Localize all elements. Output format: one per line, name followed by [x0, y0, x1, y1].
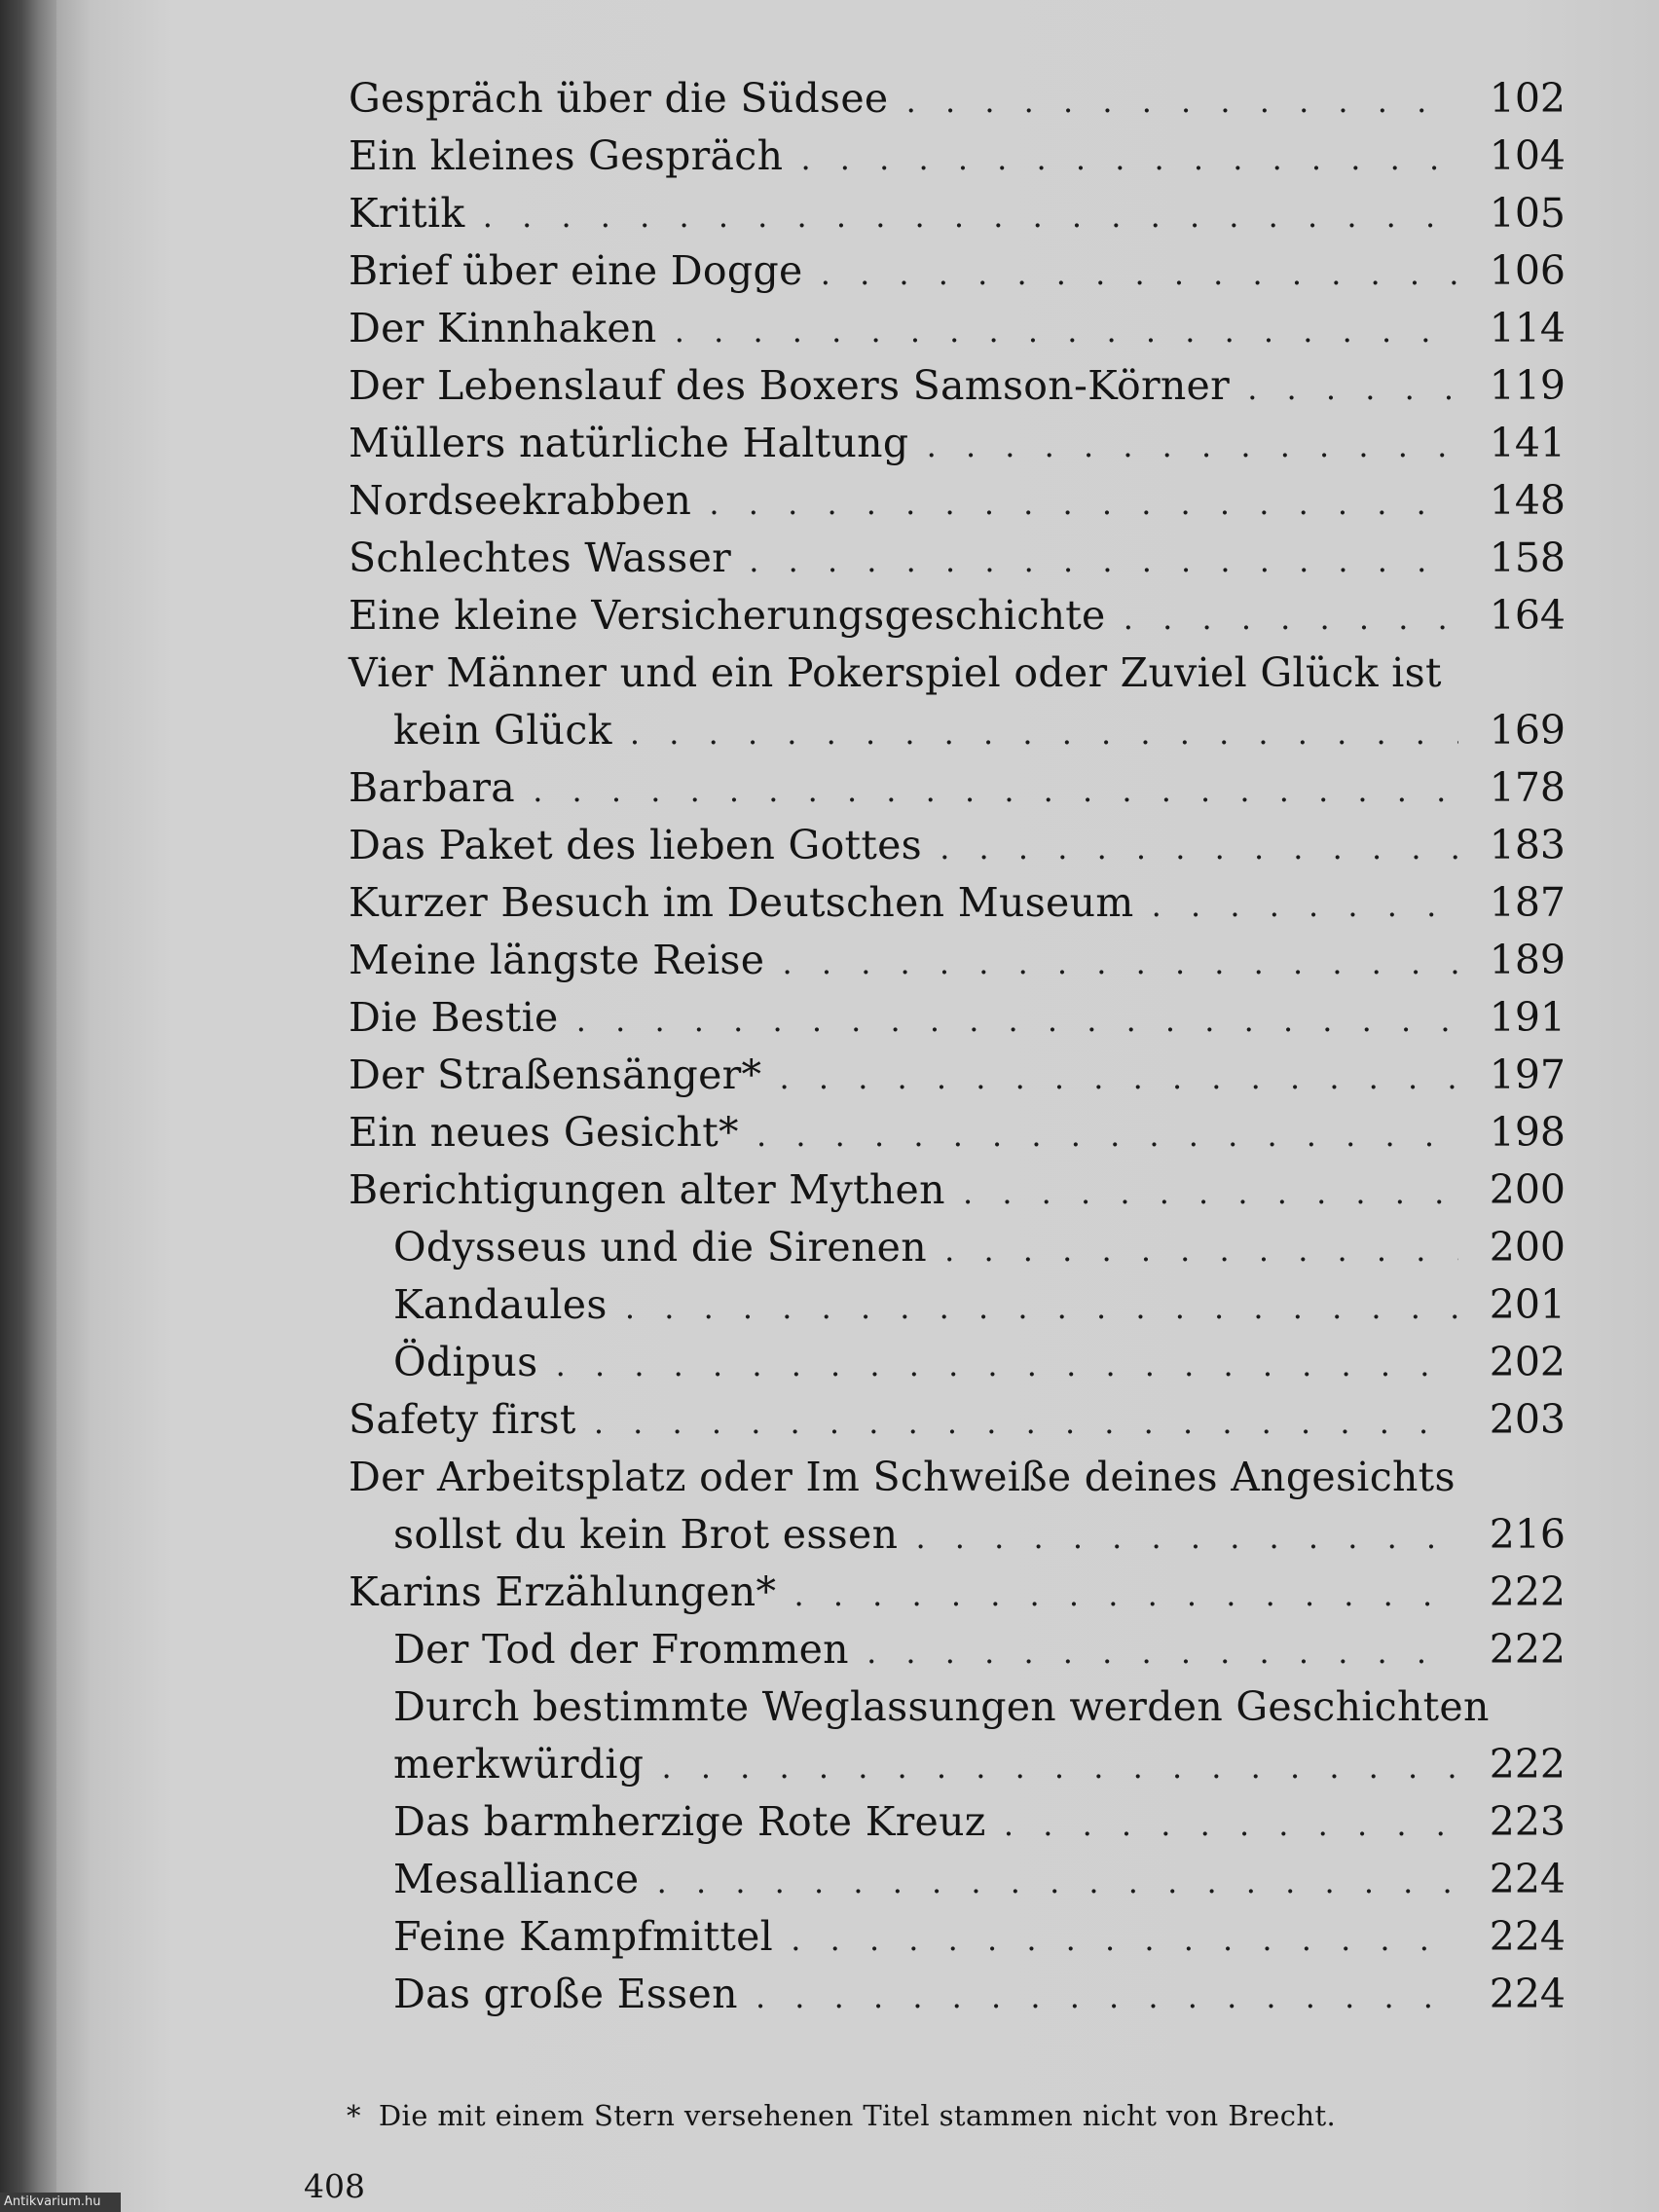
toc-entry-page: 114 — [1489, 305, 1566, 351]
toc-entry-title: Safety first — [349, 1396, 576, 1443]
toc-entry-page: 197 — [1489, 1051, 1566, 1098]
toc-entry — [349, 817, 1566, 874]
dot-leader — [747, 1107, 1458, 1164]
dot-leader — [772, 935, 1458, 992]
dot-leader — [1237, 360, 1458, 418]
dot-leader — [811, 245, 1458, 303]
toc-entry-page: 201 — [1489, 1281, 1566, 1328]
toc-entry-title: Meine längste Reise — [349, 937, 765, 983]
toc-entry — [349, 1334, 1566, 1391]
toc-entry-title: Barbara — [349, 764, 516, 811]
dot-leader — [916, 418, 1458, 475]
dot-leader — [746, 1969, 1458, 2026]
toc-entry — [349, 472, 1566, 530]
dot-leader — [620, 705, 1458, 762]
toc-entry-title: Kandaules — [393, 1281, 608, 1328]
dot-leader — [930, 820, 1458, 877]
toc-entry-title: Kurzer Besuch im Deutschen Museum — [349, 879, 1134, 926]
toc-entry-page: 224 — [1489, 1913, 1566, 1960]
toc-entry — [349, 1506, 1566, 1564]
toc-entry — [349, 1219, 1566, 1276]
toc-entry-page: 189 — [1489, 937, 1566, 983]
toc-entry-title: Der Arbeitsplatz oder Im Schweiße deines Angesichts — [349, 1454, 1456, 1500]
toc-entry-title: sollst du kein Brot essen — [393, 1511, 899, 1558]
toc-entry-page: 164 — [1489, 592, 1566, 639]
toc-entry — [349, 357, 1566, 415]
toc-entry-title: Ödipus — [393, 1339, 538, 1385]
footnote-text: Die mit einem Stern versehenen Titel stammen nicht von Brecht. — [378, 2099, 1337, 2132]
toc-entry-title: Die Bestie — [349, 994, 559, 1041]
dot-leader — [905, 1509, 1458, 1567]
dot-leader — [545, 1337, 1458, 1394]
dot-leader — [651, 1739, 1458, 1796]
toc-entry-page: 202 — [1489, 1339, 1566, 1385]
toc-entry — [349, 1276, 1566, 1334]
toc-entry-page: 187 — [1489, 879, 1566, 926]
toc-entry-page: 102 — [1489, 75, 1566, 122]
toc-entry-page: 119 — [1489, 362, 1566, 409]
dot-leader — [935, 1222, 1458, 1279]
toc-entry-page: 198 — [1489, 1109, 1566, 1156]
dot-leader — [1142, 877, 1459, 935]
toc-entry — [349, 128, 1566, 185]
toc-entry-page: 104 — [1489, 132, 1566, 179]
toc-entry — [349, 1736, 1566, 1793]
dot-leader — [781, 1911, 1458, 1969]
toc-entry-page: 222 — [1489, 1626, 1566, 1673]
toc-entry-page: 222 — [1489, 1568, 1566, 1615]
toc-entry-title: kein Glück — [393, 707, 612, 754]
toc-entry-title: Der Straßensänger* — [349, 1051, 762, 1098]
toc-entry-page: 183 — [1489, 822, 1566, 868]
toc-entry-title: Müllers natürliche Haltung — [349, 420, 909, 466]
dot-leader — [769, 1050, 1458, 1107]
dot-leader — [615, 1279, 1458, 1337]
dot-leader — [567, 992, 1458, 1050]
toc-entry — [349, 70, 1566, 128]
toc-entry-title: Berichtigungen alter Mythen — [349, 1166, 945, 1213]
toc-entry — [349, 932, 1566, 989]
toc-entry — [349, 300, 1566, 357]
toc-entry-title: Schlechtes Wasser — [349, 535, 732, 581]
dot-leader — [857, 1624, 1458, 1681]
toc-entry-title: Mesalliance — [393, 1856, 640, 1902]
toc-entry-title: merkwürdig — [393, 1741, 645, 1788]
toc-entry — [349, 1449, 1566, 1506]
toc-entry — [349, 1908, 1566, 1966]
dot-leader — [646, 1854, 1458, 1911]
toc-entry-title: Durch bestimmte Weglassungen werden Geschichten — [393, 1683, 1490, 1730]
dot-leader — [953, 1164, 1458, 1222]
toc-entry — [349, 1793, 1566, 1851]
dot-leader — [739, 533, 1458, 590]
dot-leader — [523, 762, 1458, 820]
toc-entry — [349, 1621, 1566, 1678]
toc-entry-title: Eine kleine Versicherungsgeschichte — [349, 592, 1106, 639]
dot-leader — [473, 188, 1458, 245]
toc-entry-title: Nordseekrabben — [349, 477, 692, 524]
toc-entry-title: Kritik — [349, 190, 465, 237]
toc-entry-page: 105 — [1489, 190, 1566, 237]
footnote — [347, 2099, 1336, 2132]
dot-leader — [784, 1567, 1458, 1624]
toc-entry-page: 191 — [1489, 994, 1566, 1041]
toc-entry-title: Ein kleines Gespräch — [349, 132, 784, 179]
toc-entry-title: Feine Kampfmittel — [393, 1913, 774, 1960]
toc-entry — [349, 645, 1566, 702]
toc-entry — [349, 759, 1566, 817]
toc-entry — [349, 1966, 1566, 2023]
dot-leader — [584, 1394, 1458, 1452]
toc-entry-page: 222 — [1489, 1741, 1566, 1788]
toc-entry — [349, 1564, 1566, 1621]
dot-leader — [896, 73, 1458, 130]
toc-entry — [349, 242, 1566, 300]
toc-entry — [349, 1678, 1566, 1736]
dot-leader — [665, 303, 1458, 360]
toc-entry-title: Der Kinnhaken — [349, 305, 657, 351]
toc-entry-title: Das Paket des lieben Gottes — [349, 822, 923, 868]
toc-entry — [349, 415, 1566, 472]
book-page — [56, 0, 1659, 2212]
toc-entry-page: 224 — [1489, 1856, 1566, 1902]
dot-leader — [1114, 590, 1458, 647]
toc-entry-page: 200 — [1489, 1166, 1566, 1213]
table-of-contents — [349, 70, 1566, 2023]
toc-entry — [349, 185, 1566, 242]
toc-entry — [349, 530, 1566, 587]
toc-entry — [349, 1851, 1566, 1908]
toc-entry — [349, 1047, 1566, 1104]
toc-entry-title: Karins Erzählungen* — [349, 1568, 777, 1615]
toc-entry-title: Brief über eine Dogge — [349, 247, 803, 294]
toc-entry-title: Vier Männer und ein Pokerspiel oder Zuviel Glück ist — [349, 649, 1442, 696]
toc-entry — [349, 587, 1566, 645]
toc-entry — [349, 874, 1566, 932]
toc-entry-title: Odysseus und die Sirenen — [393, 1224, 927, 1271]
watermark-logo: Antikvarium.hu — [0, 2193, 121, 2212]
toc-entry — [349, 1161, 1566, 1219]
toc-entry-title: Das barmherzige Rote Kreuz — [393, 1798, 986, 1845]
dot-leader — [994, 1796, 1458, 1854]
book-spine-shadow — [0, 0, 56, 2212]
footnote-marker: * — [347, 2099, 361, 2132]
toc-entry-page: 224 — [1489, 1971, 1566, 2017]
toc-entry-title: Der Lebenslauf des Boxers Samson-Körner — [349, 362, 1231, 409]
toc-entry-page: 178 — [1489, 764, 1566, 811]
toc-entry-page: 216 — [1489, 1511, 1566, 1558]
toc-entry-page: 200 — [1489, 1224, 1566, 1271]
toc-entry-page: 158 — [1489, 535, 1566, 581]
toc-entry — [349, 1391, 1566, 1449]
toc-entry-page: 106 — [1489, 247, 1566, 294]
page-number: 408 — [304, 2167, 365, 2205]
toc-entry-page: 148 — [1489, 477, 1566, 524]
toc-entry — [349, 989, 1566, 1047]
toc-entry-page: 223 — [1489, 1798, 1566, 1845]
toc-entry-page: 203 — [1489, 1396, 1566, 1443]
dot-leader — [699, 475, 1458, 533]
toc-entry-title: Der Tod der Frommen — [393, 1626, 849, 1673]
dot-leader — [791, 130, 1458, 188]
toc-entry-page: 169 — [1489, 707, 1566, 754]
toc-entry — [349, 1104, 1566, 1161]
toc-entry-title: Ein neues Gesicht* — [349, 1109, 739, 1156]
toc-entry-page: 141 — [1489, 420, 1566, 466]
toc-entry-title: Das große Essen — [393, 1971, 738, 2017]
toc-entry — [349, 702, 1566, 759]
toc-entry-title: Gespräch über die Südsee — [349, 75, 889, 122]
